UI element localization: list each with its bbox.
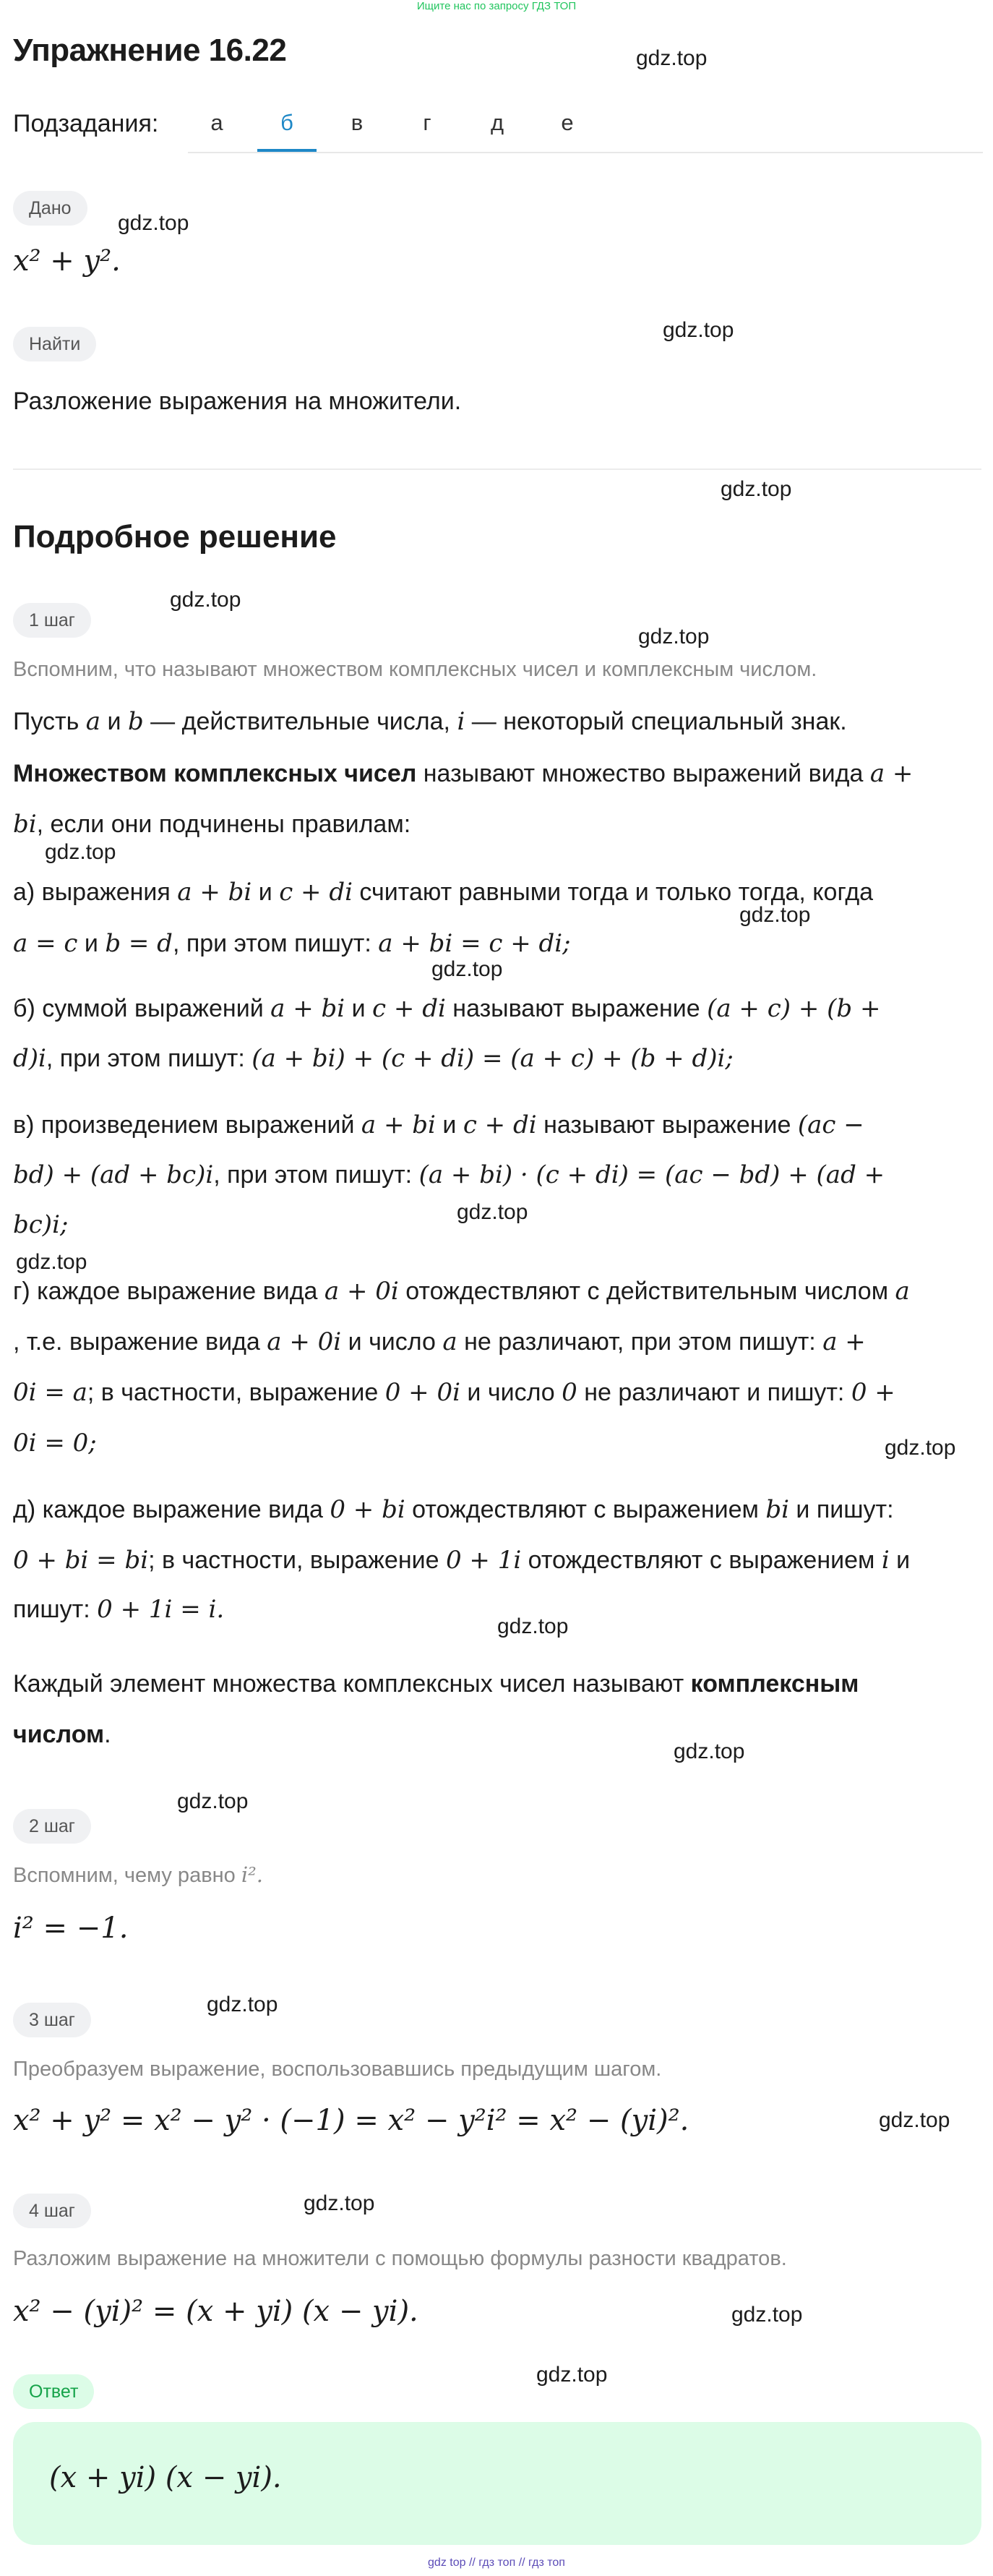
find-badge: Найти — [13, 327, 96, 361]
step3-formula: x² + y² = x² − y² · (−1) = x² − y²i² = x² − (yi)². — [13, 2104, 689, 2137]
given-badge: Дано — [13, 191, 87, 226]
subtasks-label: Подзадания: — [13, 110, 159, 137]
watermark: gdz.top — [536, 2363, 608, 2387]
rule-g-line2: , т.е. выражение вида a + 0i и число a не различают, при этом пишут: a + — [13, 1327, 866, 1356]
rule-d-line3: пишут: 0 + 1i = i. — [13, 1595, 225, 1624]
step3-badge: 3 шаг — [13, 2003, 91, 2037]
rule-v-line2: bd) + (ad + bc)i, при этом пишут: (a + bi) · (c + di) = (ac − bd) + (ad + — [13, 1160, 885, 1189]
solution-heading: Подробное решение — [13, 519, 337, 555]
page-title: Упражнение 16.22 — [13, 33, 287, 68]
top-banner: Ищите нас по запросу ГДЗ ТОП — [416, 0, 577, 12]
watermark: gdz.top — [118, 211, 189, 235]
watermark: gdz.top — [879, 2108, 950, 2132]
step4-intro: Разложим выражение на множители с помощью формулы разности квадратов. — [13, 2247, 787, 2270]
watermark: gdz.top — [170, 588, 241, 612]
active-tab-indicator — [257, 149, 317, 152]
section-divider — [13, 468, 981, 470]
step1-p2-line1: Множеством комплексных чисел называют множество выражений вида a + — [13, 759, 914, 788]
watermark: gdz.top — [885, 1436, 956, 1460]
step1-badge: 1 шаг — [13, 603, 91, 638]
rule-g-line1: г) каждое выражение вида a + 0i отождествляют с действительным числом a — [13, 1277, 910, 1306]
tab-g[interactable]: г — [423, 110, 431, 135]
rule-v-line3: bc)i; — [13, 1210, 69, 1239]
step4-formula: x² − (yi)² = (x + yi) (x − yi). — [13, 2295, 418, 2328]
rule-b-line2: d)i, при этом пишут: (a + bi) + (c + di) = (a + c) + (b + d)i; — [13, 1044, 734, 1073]
tab-a[interactable]: а — [210, 110, 223, 135]
step4-badge: 4 шаг — [13, 2194, 91, 2228]
watermark: gdz.top — [207, 1993, 278, 2016]
answer-badge: Ответ — [13, 2374, 94, 2409]
watermark: gdz.top — [638, 625, 710, 649]
watermark: gdz.top — [663, 318, 734, 342]
rule-b-line1: б) суммой выражений a + bi и c + di называют выражение (a + c) + (b + — [13, 994, 881, 1023]
watermark: gdz.top — [431, 957, 503, 981]
tab-v[interactable]: в — [351, 110, 364, 135]
rule-g-line4: 0i = 0; — [13, 1429, 97, 1458]
rule-g-line3: 0i = a; в частности, выражение 0 + 0i и число 0 не различают и пишут: 0 + — [13, 1378, 895, 1407]
watermark: gdz.top — [457, 1200, 528, 1224]
watermark: gdz.top — [45, 840, 116, 864]
step1-conclusion-line1: Каждый элемент множества комплексных чисел называют комплексным — [13, 1670, 859, 1698]
watermark: gdz.top — [636, 46, 708, 70]
watermark: gdz.top — [16, 1250, 87, 1274]
tab-d[interactable]: д — [490, 110, 504, 135]
step1-p1: Пусть a и b — действительные числа, i — некоторый специальный знак. — [13, 707, 847, 736]
watermark: gdz.top — [674, 1740, 745, 1763]
step2-badge: 2 шаг — [13, 1809, 91, 1844]
given-formula: x² + y². — [13, 244, 121, 278]
watermark: gdz.top — [721, 477, 792, 501]
step1-intro: Вспомним, что называют множеством комплексных чисел и комплексным числом. — [13, 658, 817, 681]
watermark: gdz.top — [177, 1789, 249, 1813]
answer-formula: (x + yi) (x − yi). — [49, 2461, 282, 2494]
step1-p2-line2: bi, если они подчинены правилам: — [13, 810, 411, 839]
watermark: gdz.top — [731, 2303, 803, 2327]
rule-a-line2: a = c и b = d, при этом пишут: a + bi = c + di; — [13, 929, 571, 958]
rule-d-line2: 0 + bi = bi; в частности, выражение 0 + 1i отождествляют с выражением i и — [13, 1546, 911, 1575]
watermark: gdz.top — [739, 903, 811, 927]
step3-intro: Преобразуем выражение, воспользовавшись предыдущим шагом. — [13, 2058, 662, 2081]
step1-conclusion-line2: числом. — [13, 1721, 111, 1748]
tab-b[interactable]: б — [280, 110, 293, 135]
watermark: gdz.top — [497, 1614, 569, 1638]
watermark: gdz.top — [304, 2191, 375, 2215]
step2-formula: i² = −1. — [13, 1912, 129, 1945]
footer-links[interactable]: gdz top // гдз топ // гдз топ — [428, 2556, 565, 2569]
tab-e[interactable]: е — [561, 110, 574, 135]
find-text: Разложение выражения на множители. — [13, 388, 462, 415]
step2-intro: Вспомним, чему равно i². — [13, 1862, 263, 1887]
rule-d-line1: д) каждое выражение вида 0 + bi отождествляют с выражением bi и пишут: — [13, 1495, 894, 1524]
rule-v-line1: в) произведением выражений a + bi и c + di называют выражение (ac − — [13, 1111, 864, 1139]
tabs-divider — [188, 152, 983, 153]
rule-a-line1: а) выражения a + bi и c + di считают равными тогда и только тогда, когда — [13, 878, 874, 907]
